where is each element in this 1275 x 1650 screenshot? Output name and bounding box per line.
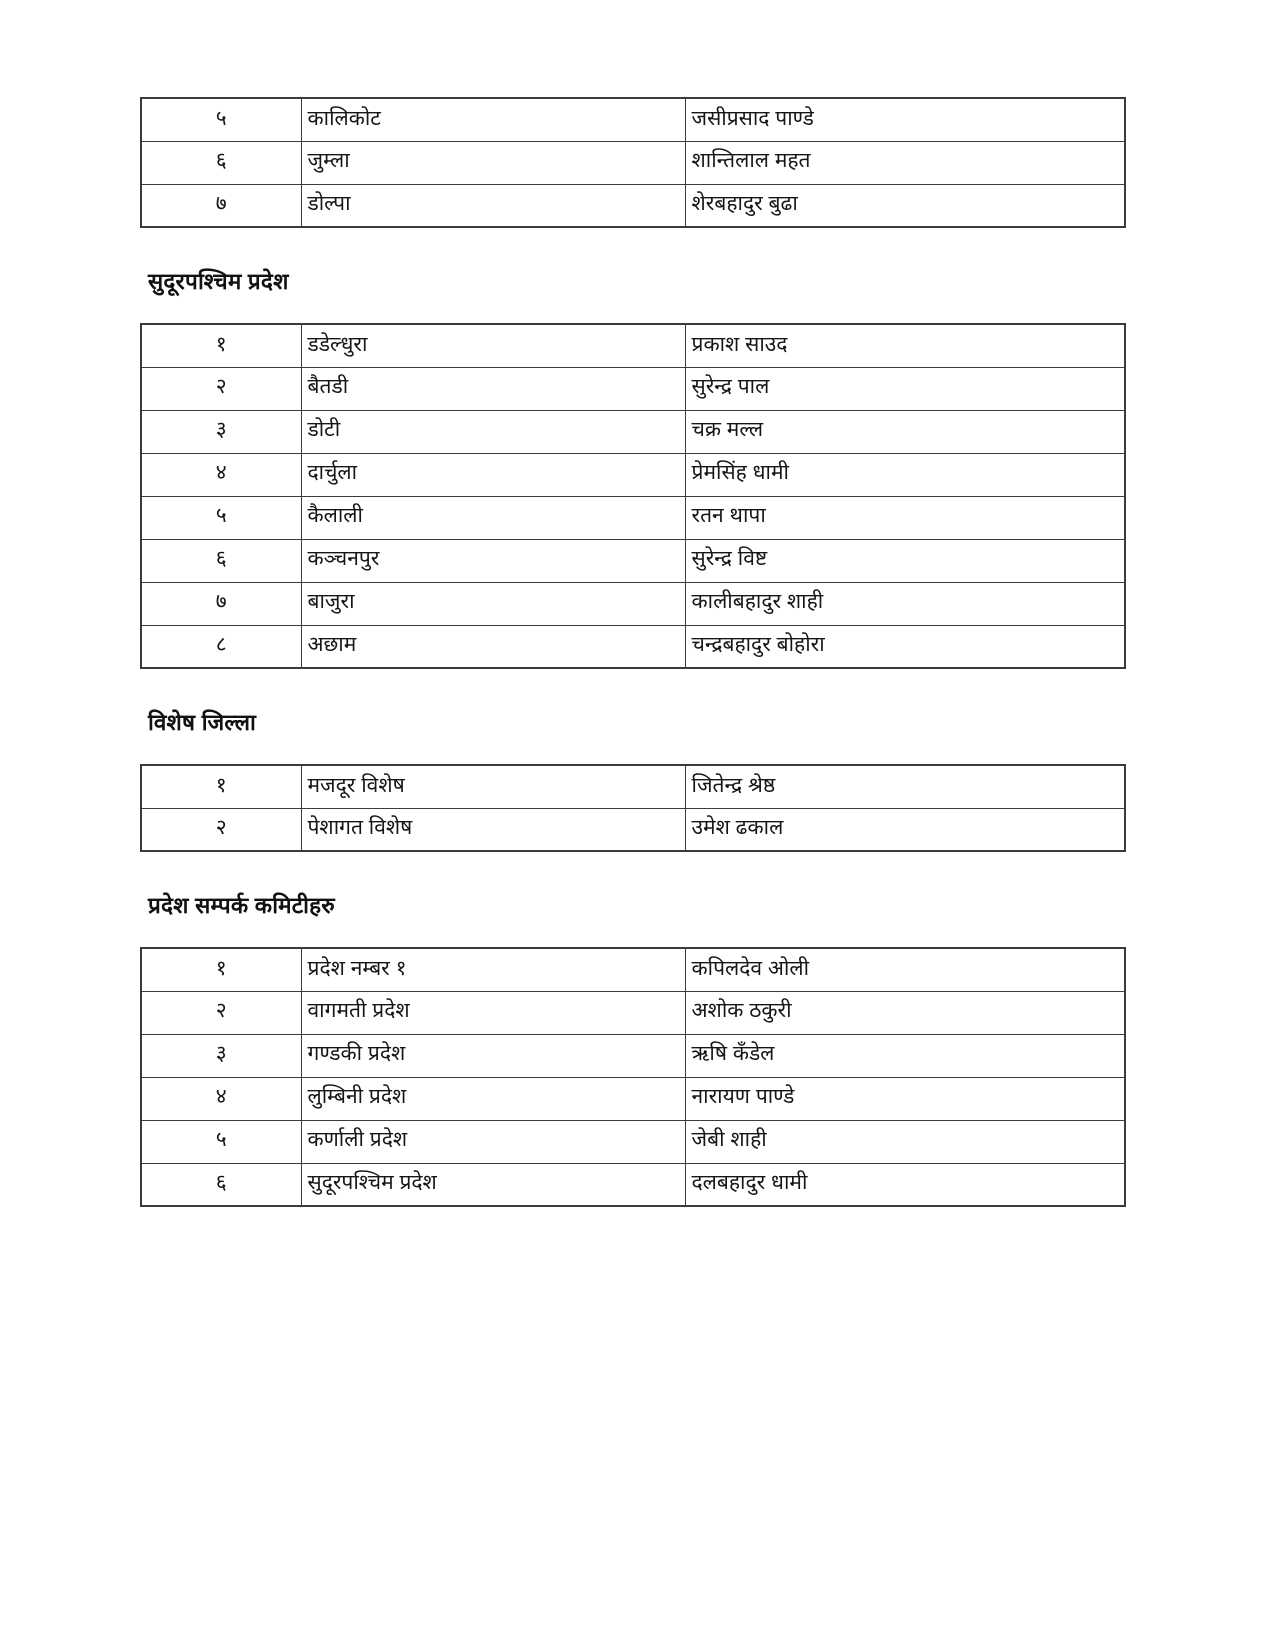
person-name-cell: कपिलदेव ओली — [685, 948, 1125, 991]
table-row — [141, 808, 1125, 851]
person-name-cell: प्रकाश साउद — [685, 324, 1125, 367]
table-row — [141, 98, 1125, 141]
person-name-cell: नारायण पाण्डे — [685, 1077, 1125, 1120]
province-cell: प्रदेश नम्बर १ — [301, 948, 685, 991]
person-name-cell: जेबी शाही — [685, 1120, 1125, 1163]
district-cell: कञ्चनपुर — [301, 539, 685, 582]
serial-number-cell: १ — [141, 948, 301, 991]
district-cell: कैलाली — [301, 496, 685, 539]
person-name-cell: सुरेन्द्र विष्ट — [685, 539, 1125, 582]
district-cell: पेशागत विशेष — [301, 808, 685, 851]
serial-number-cell: १ — [141, 765, 301, 808]
table-row — [141, 765, 1125, 808]
section-heading-pradesh-sampark-committees: प्रदेश सम्पर्क कमिटीहरु — [148, 893, 335, 918]
district-table-continued — [140, 97, 1126, 228]
person-name-cell: उमेश ढकाल — [685, 808, 1125, 851]
table-row — [141, 539, 1125, 582]
district-cell: बाजुरा — [301, 582, 685, 625]
section-heading-sudurpashchim-pradesh: सुदूरपश्चिम प्रदेश — [148, 269, 289, 294]
district-cell: कालिकोट — [301, 98, 685, 141]
district-cell: डोटी — [301, 410, 685, 453]
serial-number-cell: ४ — [141, 1077, 301, 1120]
table-row — [141, 410, 1125, 453]
table-row — [141, 184, 1125, 227]
serial-number-cell: २ — [141, 991, 301, 1034]
person-name-cell: दलबहादुर धामी — [685, 1163, 1125, 1206]
section-heading-bishesh-jilla: विशेष जिल्ला — [148, 710, 257, 735]
person-name-cell: अशोक ठकुरी — [685, 991, 1125, 1034]
person-name-cell: कालीबहादुर शाही — [685, 582, 1125, 625]
district-cell: बैतडी — [301, 367, 685, 410]
table-row — [141, 141, 1125, 184]
district-cell: दार्चुला — [301, 453, 685, 496]
person-name-cell: चन्द्रबहादुर बोहोरा — [685, 625, 1125, 668]
serial-number-cell: १ — [141, 324, 301, 367]
bishesh-jilla-table — [140, 764, 1126, 852]
table-row — [141, 453, 1125, 496]
district-cell: जुम्ला — [301, 141, 685, 184]
table-row — [141, 1120, 1125, 1163]
person-name-cell: रतन थापा — [685, 496, 1125, 539]
province-cell: सुदूरपश्चिम प्रदेश — [301, 1163, 685, 1206]
province-cell: कर्णाली प्रदेश — [301, 1120, 685, 1163]
district-cell: डडेल्धुरा — [301, 324, 685, 367]
table-row — [141, 367, 1125, 410]
table-row — [141, 625, 1125, 668]
district-cell: मजदूर विशेष — [301, 765, 685, 808]
person-name-cell: शान्तिलाल महत — [685, 141, 1125, 184]
serial-number-cell: ५ — [141, 496, 301, 539]
table-row — [141, 948, 1125, 991]
serial-number-cell: ३ — [141, 1034, 301, 1077]
table-row — [141, 1034, 1125, 1077]
person-name-cell: जितेन्द्र श्रेष्ठ — [685, 765, 1125, 808]
person-name-cell: शेरबहादुर बुढा — [685, 184, 1125, 227]
serial-number-cell: २ — [141, 367, 301, 410]
serial-number-cell: ४ — [141, 453, 301, 496]
serial-number-cell: ५ — [141, 98, 301, 141]
table-row — [141, 991, 1125, 1034]
serial-number-cell: ६ — [141, 1163, 301, 1206]
province-cell: लुम्बिनी प्रदेश — [301, 1077, 685, 1120]
serial-number-cell: ७ — [141, 184, 301, 227]
person-name-cell: जसीप्रसाद पाण्डे — [685, 98, 1125, 141]
table-row — [141, 1077, 1125, 1120]
serial-number-cell: ७ — [141, 582, 301, 625]
person-name-cell: सुरेन्द्र पाल — [685, 367, 1125, 410]
province-cell: वागमती प्रदेश — [301, 991, 685, 1034]
person-name-cell: प्रेमसिंह धामी — [685, 453, 1125, 496]
serial-number-cell: ६ — [141, 539, 301, 582]
pradesh-sampark-committee-table — [140, 947, 1126, 1207]
province-cell: गण्डकी प्रदेश — [301, 1034, 685, 1077]
table-row — [141, 1163, 1125, 1206]
person-name-cell: चक्र मल्ल — [685, 410, 1125, 453]
serial-number-cell: २ — [141, 808, 301, 851]
district-cell: अछाम — [301, 625, 685, 668]
table-row — [141, 324, 1125, 367]
serial-number-cell: ५ — [141, 1120, 301, 1163]
table-row — [141, 582, 1125, 625]
sudurpashchim-district-table — [140, 323, 1126, 669]
serial-number-cell: ३ — [141, 410, 301, 453]
serial-number-cell: ८ — [141, 625, 301, 668]
person-name-cell: ऋषि कँडेल — [685, 1034, 1125, 1077]
district-cell: डोल्पा — [301, 184, 685, 227]
table-row — [141, 496, 1125, 539]
serial-number-cell: ६ — [141, 141, 301, 184]
